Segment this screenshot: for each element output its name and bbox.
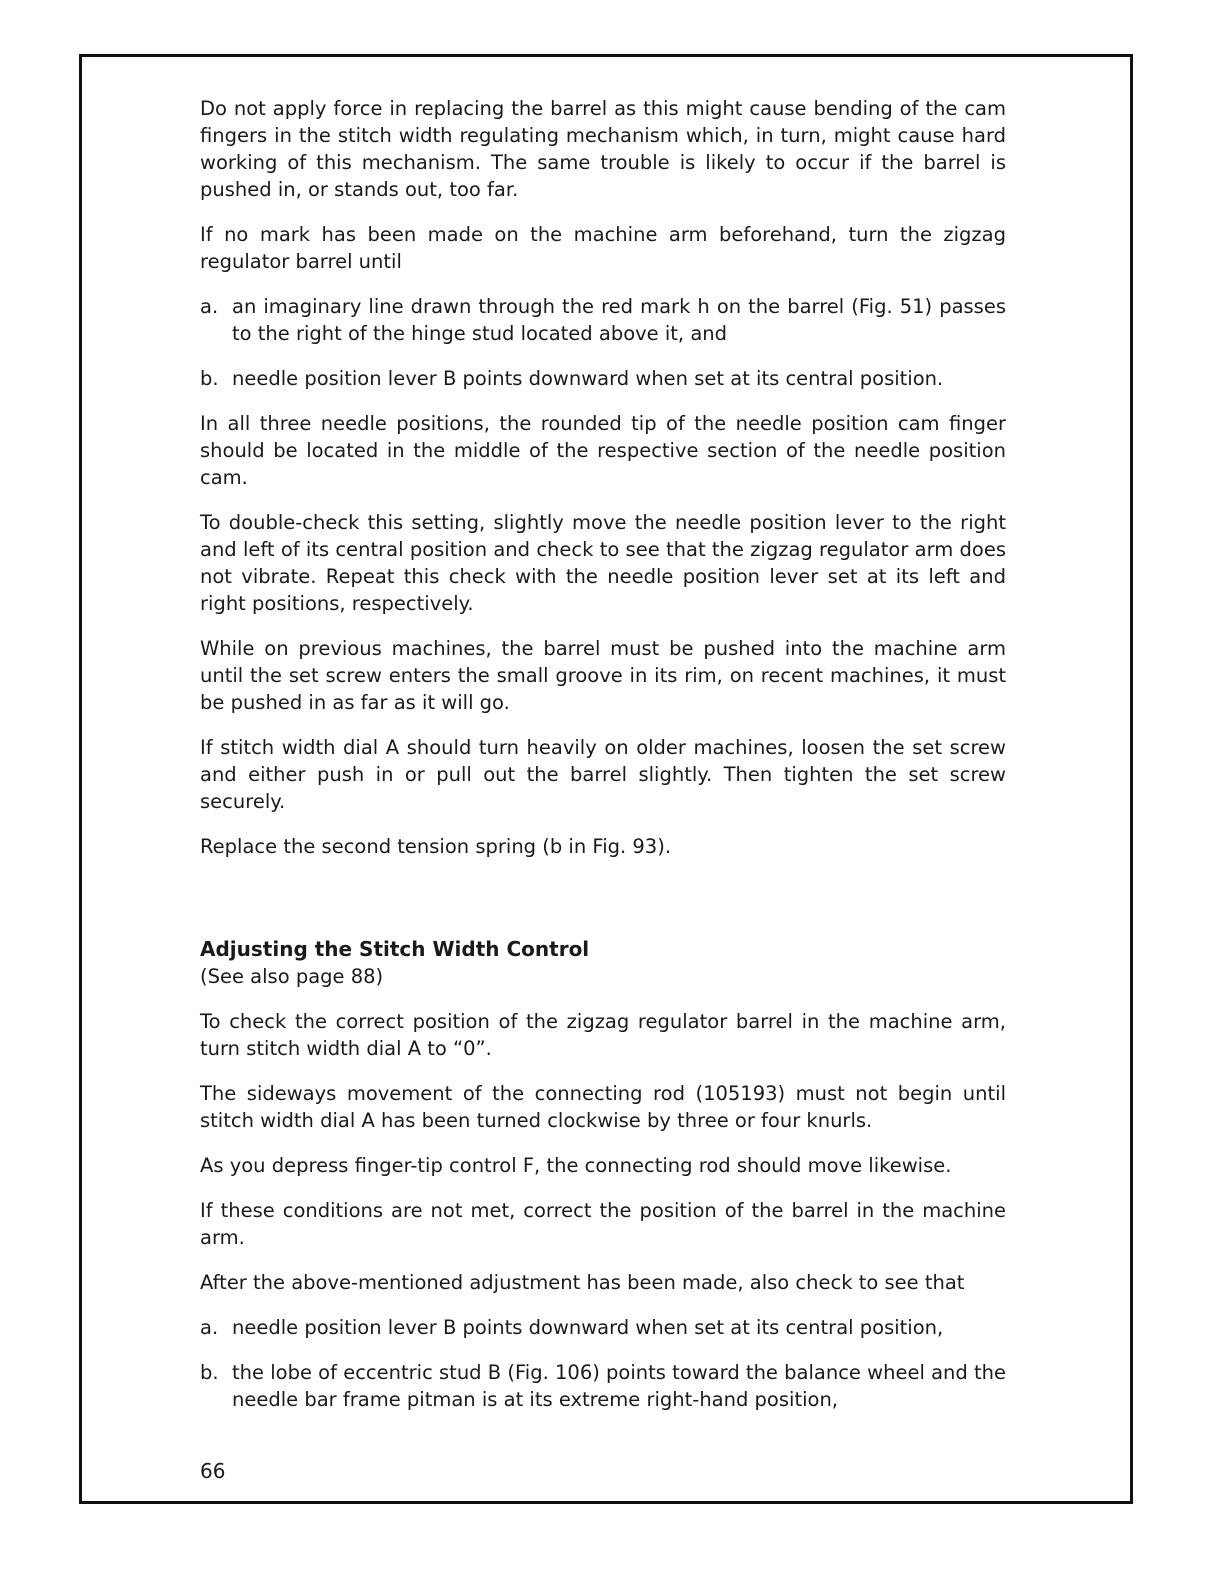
paragraph: Do not apply force in replacing the barrel as this might cause bending of the cam fingers in the stitch width regulating mechanism which, in turn, might cause hard working of this mechanism. The same trouble is likely to occur if the barrel is pushed in, or stands out, too far. bbox=[200, 97, 1006, 201]
list-item-text: needle position lever B points downward when set at its central position. bbox=[232, 367, 944, 390]
paragraph: The sideways movement of the connecting rod (105193) must not begin until stitch width dial A has been turned clockwise by three or four knurls. bbox=[200, 1082, 1006, 1132]
section-heading: Adjusting the Stitch Width Control bbox=[200, 937, 590, 961]
list-item-text: the lobe of eccentric stud B (Fig. 106) points toward the balance wheel and the needle bar frame pitman is at its extreme right-hand position, bbox=[232, 1361, 1006, 1411]
list-marker: b. bbox=[200, 1361, 219, 1384]
page-body bbox=[200, 95, 1006, 1431]
page-number: 66 bbox=[200, 1459, 226, 1483]
paragraph: As you depress finger-tip control F, the connecting rod should move likewise. bbox=[200, 1154, 952, 1177]
list-marker: a. bbox=[200, 1316, 219, 1339]
paragraph: In all three needle positions, the rounded tip of the needle position cam finger should be located in the middle of the respective section of the needle position cam. bbox=[200, 412, 1006, 489]
list-marker: a. bbox=[200, 295, 219, 318]
list-item bbox=[200, 293, 1006, 347]
paragraph: Replace the second tension spring (b in Fig. 93). bbox=[200, 835, 672, 858]
list-marker: b. bbox=[200, 367, 219, 390]
paragraph: After the above-mentioned adjustment has been made, also check to see that bbox=[200, 1271, 965, 1294]
paragraph: If no mark has been made on the machine arm beforehand, turn the zigzag regulator barrel until bbox=[200, 223, 1006, 273]
paragraph: If these conditions are not met, correct the position of the barrel in the machine arm. bbox=[200, 1199, 1006, 1249]
list-item-text: needle position lever B points downward when set at its central position, bbox=[232, 1316, 944, 1339]
list-item bbox=[200, 1314, 1006, 1341]
paragraph: To double-check this setting, slightly move the needle position lever to the right and left of its central position and check to see that the zigzag regulator arm does not vibrate. Repeat this check with the needle position lever set at its left and right positions, respectively. bbox=[200, 511, 1006, 615]
list-item bbox=[200, 1359, 1006, 1413]
paragraph: If stitch width dial A should turn heavily on older machines, loosen the set screw and either push in or pull out the barrel slightly. Then tighten the set screw securely. bbox=[200, 736, 1006, 813]
paragraph: To check the correct position of the zigzag regulator barrel in the machine arm, turn stitch width dial A to “0”. bbox=[200, 1010, 1006, 1060]
list-item bbox=[200, 365, 1006, 392]
section-subheading: (See also page 88) bbox=[200, 965, 384, 988]
list-item-text: an imaginary line drawn through the red mark h on the barrel (Fig. 51) passes to the right of the hinge stud located above it, and bbox=[232, 295, 1006, 345]
section-stitch-width-control bbox=[200, 936, 1006, 1413]
paragraph: While on previous machines, the barrel must be pushed into the machine arm until the set screw enters the small groove in its rim, on recent machines, it must be pushed in as far as it will go. bbox=[200, 637, 1006, 714]
